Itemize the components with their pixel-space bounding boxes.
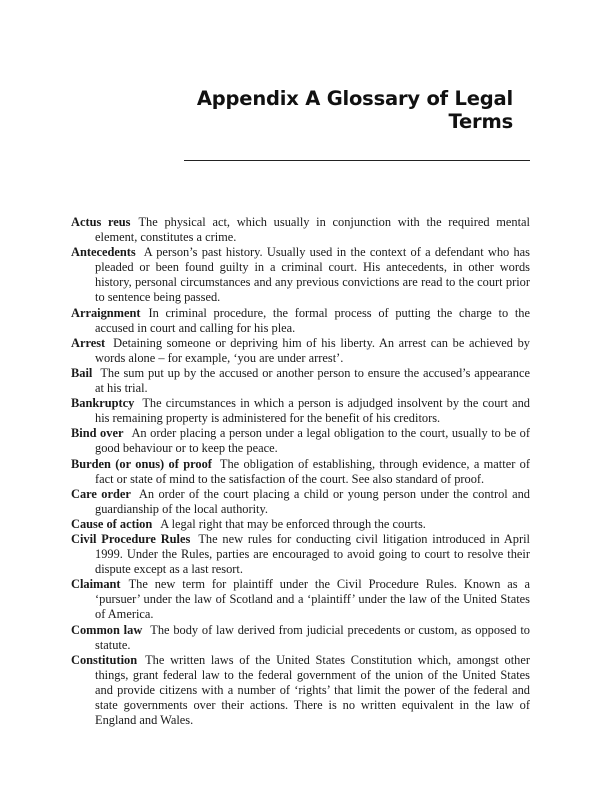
glossary-entry: [71, 517, 530, 532]
glossary-definition: A legal right that may be enforced through the courts.: [160, 516, 426, 531]
glossary-list: [71, 215, 530, 728]
glossary-term: Burden (or onus) of proof: [71, 456, 212, 471]
glossary-term: Antecedents: [71, 245, 136, 260]
chapter-heading-line-2: Terms: [448, 110, 513, 133]
glossary-term: Common law: [71, 622, 143, 637]
chapter-heading: [178, 87, 513, 133]
glossary-definition: Detaining someone or depriving him of his liberty. An arrest can be achieved by words alone – for example, ‘you are under arrest’.: [95, 335, 530, 365]
glossary-term: Care order: [71, 486, 131, 501]
glossary-definition: An order of the court placing a child or young person under the control and guardianship of the local authority.: [95, 486, 531, 516]
glossary-term: Cause of action: [71, 516, 153, 531]
glossary-definition: The sum put up by the accused or another person to ensure the accused’s appearance at his trial.: [95, 365, 530, 396]
glossary-entry: [71, 426, 530, 456]
glossary-term: Arraignment: [71, 305, 141, 320]
glossary-term: Civil Procedure Rules: [71, 531, 191, 546]
glossary-entry: [71, 532, 530, 577]
glossary-definition: A person’s past history. Usually used in the context of a defendant who has pleaded or been found guilty in a criminal court. His antecedents, in other words history, personal circumstances and any previous convictions are read to the court prior to sentence being passed.: [95, 245, 530, 305]
glossary-entry: [71, 215, 530, 245]
glossary-entry: [71, 623, 530, 653]
heading-divider: [184, 160, 530, 161]
glossary-term: Constitution: [71, 652, 138, 667]
glossary-definition: The body of law derived from judicial precedents or custom, as opposed to statute.: [95, 622, 530, 652]
glossary-definition: The obligation of establishing, through evidence, a matter of fact or state of mind to the satisfaction of the court. See also standard of proof.: [95, 456, 530, 486]
glossary-term: Bail: [71, 365, 93, 380]
glossary-term: Bind over: [71, 426, 124, 441]
glossary-term: Bankruptcy: [71, 396, 135, 411]
glossary-term: Arrest: [71, 335, 106, 350]
glossary-entry: [71, 336, 530, 366]
glossary-entry: [71, 653, 530, 728]
glossary-entry: [71, 577, 530, 622]
glossary-definition: The new rules for conducting civil litigation introduced in April 1999. Under the Rules, parties are encouraged to avoid going to court to resolve their dispute except as a last resort.: [95, 531, 531, 577]
glossary-entry: [71, 487, 530, 517]
glossary-term: Actus reus: [71, 215, 131, 229]
glossary-definition: The written laws of the United States Constitution which, amongst other things, grant federal law to the federal government of the union of the United States and provide citizens with a number of ‘rights’ that limit the power of the federal and state governments over their actions. There is no written equivalent in the law of England and Wales.: [95, 652, 530, 728]
glossary-definition: The new term for plaintiff under the Civil Procedure Rules. Known as a ‘pursuer’ under the law of Scotland and a ‘plaintiff’ under the law of the United States of America.: [95, 577, 530, 622]
glossary-term: Claimant: [71, 577, 121, 592]
glossary-definition: An order placing a person under a legal obligation to the court, usually to be of good behaviour or to keep the peace.: [95, 426, 530, 456]
glossary-entry: [71, 245, 530, 305]
glossary-entry: [71, 396, 530, 426]
glossary-definition: The physical act, which usually in conjunction with the required mental element, constitutes a crime.: [95, 215, 530, 245]
glossary-entry: [71, 366, 530, 396]
glossary-entry: [71, 306, 530, 336]
glossary-definition: The circumstances in which a person is adjudged insolvent by the court and his remaining property is administered for the benefit of his creditors.: [95, 396, 530, 426]
glossary-definition: In criminal procedure, the formal process of putting the charge to the accused in court and calling for his plea.: [95, 305, 530, 335]
glossary-entry: [71, 457, 530, 487]
chapter-heading-line-1: Appendix A Glossary of Legal: [196, 87, 513, 110]
